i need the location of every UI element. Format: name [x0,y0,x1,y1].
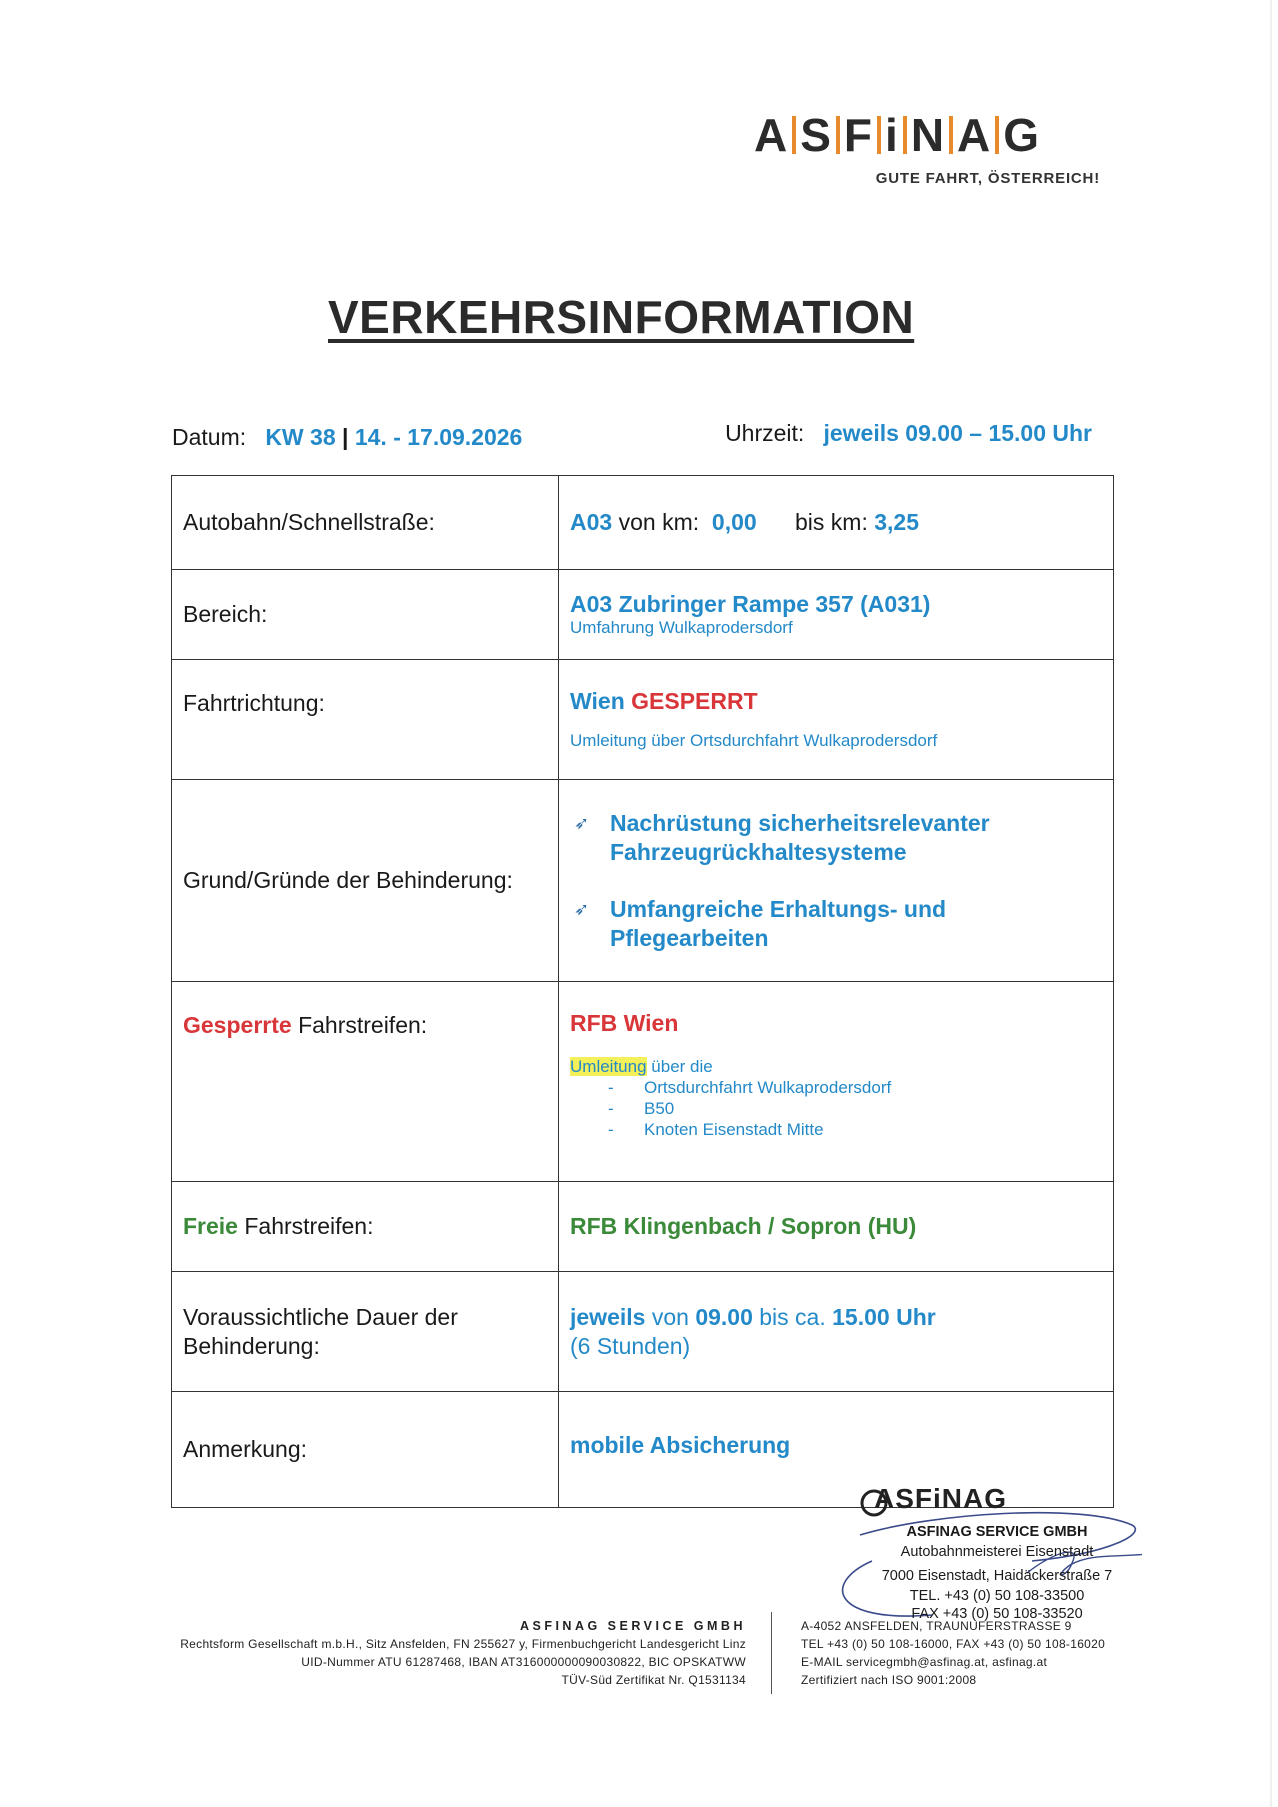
footer-divider [771,1612,772,1694]
stamp-line: 7000 Eisenstadt, Haidäckerstraße 7 [881,1568,1113,1584]
scan-edge-line [1270,0,1272,1807]
dauer-line2: (6 Stunden) [570,1332,691,1359]
grund-item: Nachrüstung sicherheitsrelevanter Fahrzeugrückhaltesysteme [610,809,990,865]
grund-list [570,809,1102,953]
value-gesperrte [559,982,1114,1182]
dauer-word: von [651,1303,689,1330]
footer-company-name: ASFINAG SERVICE GMBH [519,1619,746,1633]
dauer-word: 09.00 [695,1303,753,1330]
label-bereich: Bereich: [172,570,559,660]
logo-wordmark [754,109,1100,161]
bereich-sub: Umfahrung Wulkaprodersdorf [570,618,793,637]
gesperrte-word: Gesperrte [183,1012,292,1038]
footer-line: UID-Nummer ATU 61287468, IBAN AT316000000090030822, BIC OPSKATWW [301,1655,746,1669]
bereich-main: A03 Zubringer Rampe 357 (A031) [570,591,931,617]
traffic-info-table [171,475,1114,1508]
umleitung-line [570,1057,1102,1077]
list-item [574,809,1102,867]
dauer-line1 [570,1303,1102,1332]
label-dauer: Voraussichtliche Dauer der Behinderung: [172,1272,559,1392]
footer-line: Rechtsform Gesellschaft m.b.H., Sitz Ansfelden, FN 255627 y, Firmenbuchgericht Landesgericht Linz [180,1637,746,1651]
umleitung-highlight: Umleitung [570,1057,647,1076]
von-value: 0,00 [711,509,757,535]
list-item [574,895,1102,953]
label-grund: Grund/Gründe der Behinderung: [172,780,559,982]
stamp-line: FAX +43 (0) 50 108-33520 [911,1606,1083,1622]
company-stamp [812,1483,1142,1623]
footer-line: TÜV-Süd Zertifikat Nr. Q1531134 [561,1673,746,1687]
von-label: von km: [618,509,700,535]
footer-line: TEL +43 (0) 50 108-16000, FAX +43 (0) 50 108-16020 [801,1637,1106,1651]
table-row [172,660,1114,780]
list-item: - B50 [608,1099,675,1118]
datum-label: Datum: [172,424,247,450]
dauer-word: jeweils [570,1303,646,1330]
value-grund [559,780,1114,982]
datum [172,424,522,451]
list-item: - Ortsdurchfahrt Wulkaprodersdorf [608,1078,892,1097]
status-gesperrt: GESPERRT [631,688,758,714]
label-autobahn: Autobahn/Schnellstraße: [172,476,559,570]
freie-word: Freie [183,1213,238,1239]
fahrtrichtung-main [570,688,1102,715]
route-item: B50 [644,1099,675,1118]
logo-letter: N [910,109,946,161]
uhrzeit [725,420,1092,451]
uhrzeit-value: jeweils 09.00 – 15.00 Uhr [823,420,1092,446]
label-freie [172,1182,559,1272]
page-title: VERKEHRSINFORMATION [328,291,915,343]
date-time-row [172,420,1112,451]
table-row [172,570,1114,660]
label-gesperrte [172,982,559,1182]
direction: Wien [570,688,625,714]
datum-kw: KW 38 [265,424,336,450]
umleitung-rest: über die [651,1057,713,1076]
arrow-icon: ➶ [574,812,590,833]
label-fahrtrichtung: Fahrtrichtung: [172,660,559,780]
footer-line: A-4052 ANSFELDEN, TRAUNUFERSTRASSE 9 [801,1619,1072,1633]
stamp-line: TEL. +43 (0) 50 108-33500 [909,1588,1085,1604]
fahrtrichtung-sub: Umleitung über Ortsdurchfahrt Wulkaprodersdorf [570,731,938,750]
stamp-logo: ASFiNAG [874,1483,1007,1514]
gesperrte-rest: Fahrstreifen: [298,1012,428,1038]
route-item: Ortsdurchfahrt Wulkaprodersdorf [644,1078,892,1097]
footer-line: Zertifiziert nach ISO 9001:2008 [801,1673,977,1687]
road-id: A03 [570,509,613,535]
table-row [172,982,1114,1182]
bis-label: bis km: [795,509,868,535]
footer-line: E-MAIL servicegmbh@asfinag.at, asfinag.at [801,1655,1048,1669]
logo-letter: i [885,109,899,161]
stamp-line: ASFINAG SERVICE GMBH [906,1524,1088,1540]
bis-value: 3,25 [874,509,920,535]
table-row [172,476,1114,570]
value-freie [559,1182,1114,1272]
label-anmerkung: Anmerkung: [172,1392,559,1508]
freie-value: RFB Klingenbach / Sopron (HU) [570,1213,917,1239]
value-autobahn [559,476,1114,570]
logo-letter: G [1003,109,1041,161]
route-list [570,1077,1102,1140]
dauer-word: bis ca. [759,1303,826,1330]
logo-tagline: GUTE FAHRT, ÖSTERREICH! [875,170,1100,187]
asfinag-logo [754,109,1100,187]
table-row [172,1182,1114,1272]
footer-contact-info [801,1617,1181,1689]
dauer-word: 15.00 Uhr [832,1303,936,1330]
datum-range: 14. - 17.09.2026 [354,424,523,450]
arrow-icon: ➶ [574,898,590,919]
anmerkung-value: mobile Absicherung [570,1432,791,1458]
logo-letter: S [800,109,832,161]
datum-separator: | [342,424,349,450]
gesperrte-value: RFB Wien [570,1010,679,1036]
logo-letter: F [843,109,874,161]
table-row [172,780,1114,982]
logo-letter: A [957,109,992,161]
value-dauer [559,1272,1114,1392]
uhrzeit-label: Uhrzeit: [725,420,805,446]
list-item: - Knoten Eisenstadt Mitte [608,1120,824,1139]
grund-item: Umfangreiche Erhaltungs- und Pflegearbeiten [610,895,947,951]
freie-rest: Fahrstreifen: [244,1213,374,1239]
logo-letter: A [754,109,789,161]
value-bereich [559,570,1114,660]
route-item: Knoten Eisenstadt Mitte [644,1120,824,1139]
footer-company-info [100,1617,746,1689]
table-row [172,1272,1114,1392]
value-fahrtrichtung [559,660,1114,780]
stamp-line: Autobahnmeisterei Eisenstadt [900,1544,1094,1560]
